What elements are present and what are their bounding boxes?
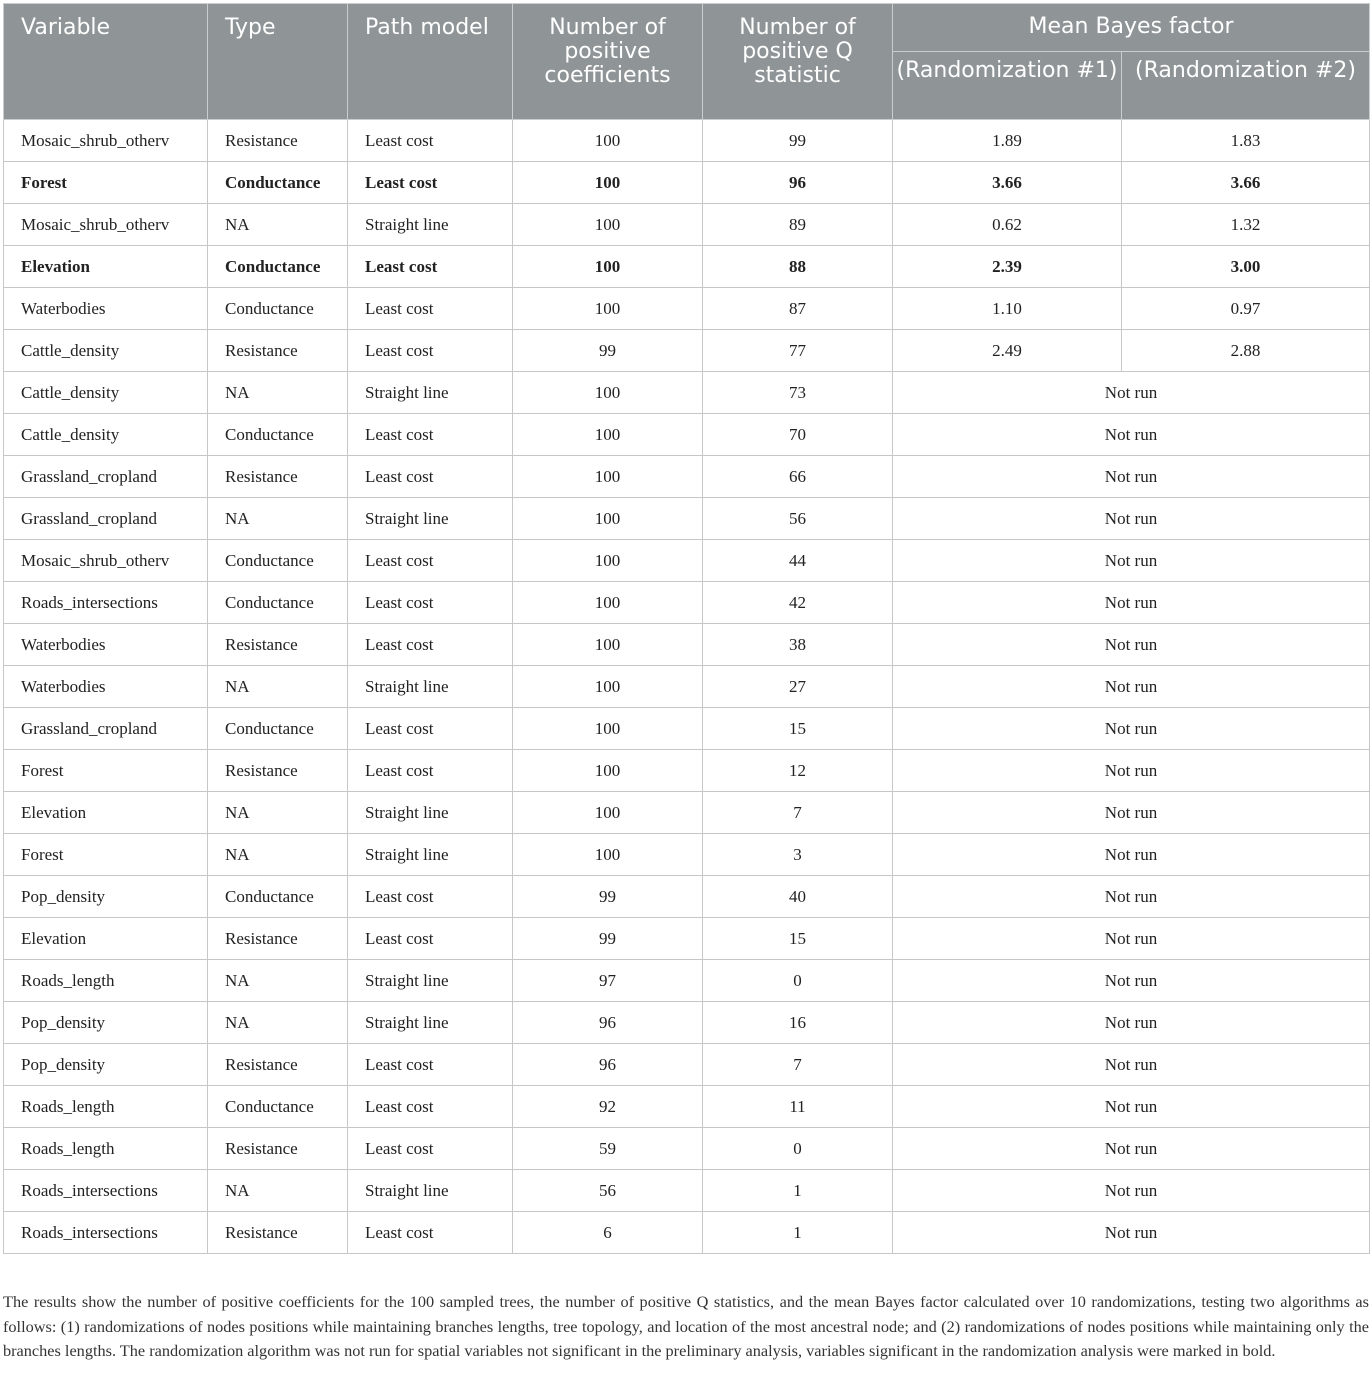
cell-positive-coefficients: 100	[513, 624, 703, 666]
cell-path-model: Least cost	[348, 876, 513, 918]
cell-positive-coefficients: 100	[513, 666, 703, 708]
cell-positive-coefficients: 96	[513, 1002, 703, 1044]
table-row	[4, 162, 1370, 204]
cell-not-run: Not run	[893, 750, 1370, 792]
cell-positive-coefficients: 100	[513, 288, 703, 330]
table-row	[4, 1128, 1370, 1170]
cell-path-model: Least cost	[348, 708, 513, 750]
cell-type: Resistance	[208, 624, 348, 666]
cell-not-run: Not run	[893, 372, 1370, 414]
cell-type: Conductance	[208, 582, 348, 624]
cell-positive-coefficients: 97	[513, 960, 703, 1002]
table-row	[4, 624, 1370, 666]
cell-path-model: Least cost	[348, 582, 513, 624]
table-row	[4, 750, 1370, 792]
cell-not-run: Not run	[893, 1002, 1370, 1044]
cell-positive-coefficients: 100	[513, 582, 703, 624]
cell-type: Resistance	[208, 918, 348, 960]
table-row	[4, 120, 1370, 162]
table-row	[4, 666, 1370, 708]
cell-not-run: Not run	[893, 792, 1370, 834]
cell-type: Conductance	[208, 246, 348, 288]
table-row	[4, 246, 1370, 288]
cell-positive-coefficients: 100	[513, 750, 703, 792]
table-row	[4, 330, 1370, 372]
cell-bayes-factor-1: 3.66	[893, 162, 1122, 204]
cell-type: Resistance	[208, 456, 348, 498]
cell-positive-q: 3	[703, 834, 893, 876]
cell-not-run: Not run	[893, 456, 1370, 498]
cell-type: Resistance	[208, 120, 348, 162]
cell-positive-coefficients: 100	[513, 792, 703, 834]
cell-variable: Forest	[4, 750, 208, 792]
cell-path-model: Straight line	[348, 1170, 513, 1212]
cell-variable: Waterbodies	[4, 624, 208, 666]
table-row	[4, 414, 1370, 456]
cell-type: Conductance	[208, 288, 348, 330]
cell-positive-coefficients: 100	[513, 540, 703, 582]
cell-path-model: Least cost	[348, 540, 513, 582]
cell-path-model: Straight line	[348, 204, 513, 246]
cell-bayes-factor-1: 1.89	[893, 120, 1122, 162]
cell-not-run: Not run	[893, 960, 1370, 1002]
cell-type: NA	[208, 372, 348, 414]
cell-positive-q: 89	[703, 204, 893, 246]
cell-path-model: Straight line	[348, 834, 513, 876]
table-row	[4, 1044, 1370, 1086]
cell-positive-q: 77	[703, 330, 893, 372]
cell-positive-q: 11	[703, 1086, 893, 1128]
cell-bayes-factor-2: 0.97	[1122, 288, 1370, 330]
cell-not-run: Not run	[893, 1170, 1370, 1212]
cell-path-model: Least cost	[348, 624, 513, 666]
cell-variable: Pop_density	[4, 876, 208, 918]
cell-not-run: Not run	[893, 918, 1370, 960]
table-row	[4, 960, 1370, 1002]
cell-not-run: Not run	[893, 876, 1370, 918]
cell-bayes-factor-1: 2.49	[893, 330, 1122, 372]
table-row	[4, 456, 1370, 498]
cell-path-model: Least cost	[348, 1212, 513, 1254]
cell-positive-coefficients: 99	[513, 330, 703, 372]
cell-path-model: Least cost	[348, 246, 513, 288]
cell-type: NA	[208, 666, 348, 708]
cell-type: NA	[208, 834, 348, 876]
cell-variable: Forest	[4, 834, 208, 876]
cell-positive-q: 87	[703, 288, 893, 330]
cell-bayes-factor-2: 3.66	[1122, 162, 1370, 204]
cell-type: Resistance	[208, 1128, 348, 1170]
cell-positive-q: 42	[703, 582, 893, 624]
cell-path-model: Straight line	[348, 792, 513, 834]
cell-variable: Forest	[4, 162, 208, 204]
cell-positive-coefficients: 100	[513, 162, 703, 204]
cell-positive-coefficients: 99	[513, 918, 703, 960]
cell-type: NA	[208, 498, 348, 540]
cell-positive-coefficients: 100	[513, 120, 703, 162]
cell-bayes-factor-2: 1.32	[1122, 204, 1370, 246]
cell-variable: Mosaic_shrub_otherv	[4, 540, 208, 582]
header-positive-coefficients: Number of positive coefficients	[513, 4, 703, 120]
cell-positive-coefficients: 59	[513, 1128, 703, 1170]
table-row	[4, 708, 1370, 750]
cell-positive-q: 27	[703, 666, 893, 708]
cell-variable: Roads_intersections	[4, 582, 208, 624]
cell-path-model: Least cost	[348, 1086, 513, 1128]
cell-positive-coefficients: 6	[513, 1212, 703, 1254]
cell-type: NA	[208, 960, 348, 1002]
cell-variable: Cattle_density	[4, 414, 208, 456]
header-randomization-1: (Randomization #1)	[893, 52, 1122, 120]
table-row	[4, 1002, 1370, 1044]
cell-positive-coefficients: 100	[513, 456, 703, 498]
cell-not-run: Not run	[893, 582, 1370, 624]
cell-positive-coefficients: 100	[513, 204, 703, 246]
cell-positive-q: 66	[703, 456, 893, 498]
cell-not-run: Not run	[893, 624, 1370, 666]
cell-bayes-factor-2: 1.83	[1122, 120, 1370, 162]
cell-type: NA	[208, 1170, 348, 1212]
cell-positive-q: 88	[703, 246, 893, 288]
table-row	[4, 540, 1370, 582]
header-positive-q: Number of positive Q statistic	[703, 4, 893, 120]
cell-variable: Roads_length	[4, 1086, 208, 1128]
cell-positive-coefficients: 100	[513, 498, 703, 540]
cell-variable: Elevation	[4, 246, 208, 288]
cell-path-model: Least cost	[348, 750, 513, 792]
cell-positive-q: 44	[703, 540, 893, 582]
cell-path-model: Straight line	[348, 372, 513, 414]
cell-positive-q: 99	[703, 120, 893, 162]
header-bayes-factor: Mean Bayes factor	[893, 4, 1370, 52]
cell-type: NA	[208, 204, 348, 246]
cell-positive-q: 15	[703, 708, 893, 750]
cell-positive-coefficients: 100	[513, 834, 703, 876]
cell-path-model: Straight line	[348, 498, 513, 540]
cell-not-run: Not run	[893, 834, 1370, 876]
cell-not-run: Not run	[893, 666, 1370, 708]
cell-type: Conductance	[208, 876, 348, 918]
cell-path-model: Straight line	[348, 960, 513, 1002]
cell-variable: Grassland_cropland	[4, 456, 208, 498]
table-footnote: The results show the number of positive coefficients for the 100 sampled trees, the number of positive Q statistics, and the mean Bayes factor calculated over 10 randomizations, testing two algorithms as follows: (1) randomizations of nodes positions while maintaining branches lengths, tree topology, and location of the most ancestral node; and (2) randomizations of nodes positions while maintaining only the branches lengths. The randomization algorithm was not run for spatial variables not significant in the preliminary analysis, variables significant in the randomization analysis were marked in bold.	[3, 1292, 1369, 1360]
cell-positive-q: 16	[703, 1002, 893, 1044]
cell-path-model: Least cost	[348, 162, 513, 204]
cell-variable: Mosaic_shrub_otherv	[4, 120, 208, 162]
results-table	[3, 3, 1370, 1254]
cell-not-run: Not run	[893, 1086, 1370, 1128]
header-path-model: Path model	[348, 4, 513, 120]
cell-path-model: Straight line	[348, 666, 513, 708]
table-row	[4, 288, 1370, 330]
cell-positive-q: 96	[703, 162, 893, 204]
cell-path-model: Straight line	[348, 1002, 513, 1044]
cell-bayes-factor-1: 1.10	[893, 288, 1122, 330]
header-type: Type	[208, 4, 348, 120]
cell-positive-q: 1	[703, 1212, 893, 1254]
cell-type: Conductance	[208, 708, 348, 750]
table-row	[4, 498, 1370, 540]
header-randomization-2: (Randomization #2)	[1122, 52, 1370, 120]
table-row	[4, 1212, 1370, 1254]
cell-variable: Roads_intersections	[4, 1170, 208, 1212]
cell-positive-q: 73	[703, 372, 893, 414]
cell-not-run: Not run	[893, 1128, 1370, 1170]
table-row	[4, 834, 1370, 876]
cell-positive-coefficients: 100	[513, 708, 703, 750]
cell-type: Resistance	[208, 1044, 348, 1086]
cell-positive-coefficients: 100	[513, 372, 703, 414]
cell-variable: Cattle_density	[4, 372, 208, 414]
cell-variable: Grassland_cropland	[4, 708, 208, 750]
cell-type: Conductance	[208, 162, 348, 204]
cell-type: Conductance	[208, 414, 348, 456]
cell-type: NA	[208, 1002, 348, 1044]
table-row	[4, 1170, 1370, 1212]
cell-variable: Cattle_density	[4, 330, 208, 372]
cell-positive-q: 70	[703, 414, 893, 456]
cell-positive-q: 15	[703, 918, 893, 960]
cell-variable: Pop_density	[4, 1002, 208, 1044]
cell-bayes-factor-2: 3.00	[1122, 246, 1370, 288]
cell-type: Conductance	[208, 1086, 348, 1128]
cell-bayes-factor-1: 2.39	[893, 246, 1122, 288]
cell-variable: Roads_length	[4, 1128, 208, 1170]
cell-path-model: Least cost	[348, 1044, 513, 1086]
cell-positive-q: 12	[703, 750, 893, 792]
cell-variable: Elevation	[4, 792, 208, 834]
header-variable: Variable	[4, 4, 208, 120]
table-row	[4, 876, 1370, 918]
table-row	[4, 372, 1370, 414]
table-row	[4, 1086, 1370, 1128]
cell-positive-coefficients: 92	[513, 1086, 703, 1128]
cell-not-run: Not run	[893, 414, 1370, 456]
cell-positive-coefficients: 56	[513, 1170, 703, 1212]
cell-not-run: Not run	[893, 1044, 1370, 1086]
cell-type: Resistance	[208, 1212, 348, 1254]
table-row	[4, 582, 1370, 624]
cell-positive-q: 38	[703, 624, 893, 666]
cell-positive-q: 7	[703, 792, 893, 834]
cell-type: Conductance	[208, 540, 348, 582]
cell-path-model: Least cost	[348, 330, 513, 372]
cell-path-model: Least cost	[348, 456, 513, 498]
table-row	[4, 204, 1370, 246]
cell-positive-q: 0	[703, 1128, 893, 1170]
cell-bayes-factor-1: 0.62	[893, 204, 1122, 246]
cell-path-model: Least cost	[348, 918, 513, 960]
table-row	[4, 792, 1370, 834]
cell-variable: Mosaic_shrub_otherv	[4, 204, 208, 246]
cell-variable: Elevation	[4, 918, 208, 960]
cell-variable: Roads_length	[4, 960, 208, 1002]
cell-path-model: Least cost	[348, 1128, 513, 1170]
table-row	[4, 918, 1370, 960]
cell-type: Resistance	[208, 750, 348, 792]
cell-path-model: Least cost	[348, 288, 513, 330]
cell-positive-coefficients: 100	[513, 414, 703, 456]
cell-positive-coefficients: 100	[513, 246, 703, 288]
cell-positive-coefficients: 96	[513, 1044, 703, 1086]
cell-bayes-factor-2: 2.88	[1122, 330, 1370, 372]
cell-variable: Pop_density	[4, 1044, 208, 1086]
cell-not-run: Not run	[893, 498, 1370, 540]
cell-path-model: Least cost	[348, 120, 513, 162]
cell-positive-coefficients: 99	[513, 876, 703, 918]
cell-variable: Waterbodies	[4, 288, 208, 330]
cell-type: NA	[208, 792, 348, 834]
cell-positive-q: 40	[703, 876, 893, 918]
cell-variable: Roads_intersections	[4, 1212, 208, 1254]
cell-not-run: Not run	[893, 540, 1370, 582]
cell-positive-q: 1	[703, 1170, 893, 1212]
cell-path-model: Least cost	[348, 414, 513, 456]
table-body	[4, 120, 1370, 1254]
cell-positive-q: 0	[703, 960, 893, 1002]
cell-type: Resistance	[208, 330, 348, 372]
cell-not-run: Not run	[893, 708, 1370, 750]
cell-variable: Waterbodies	[4, 666, 208, 708]
cell-not-run: Not run	[893, 1212, 1370, 1254]
cell-positive-q: 7	[703, 1044, 893, 1086]
cell-positive-q: 56	[703, 498, 893, 540]
cell-variable: Grassland_cropland	[4, 498, 208, 540]
